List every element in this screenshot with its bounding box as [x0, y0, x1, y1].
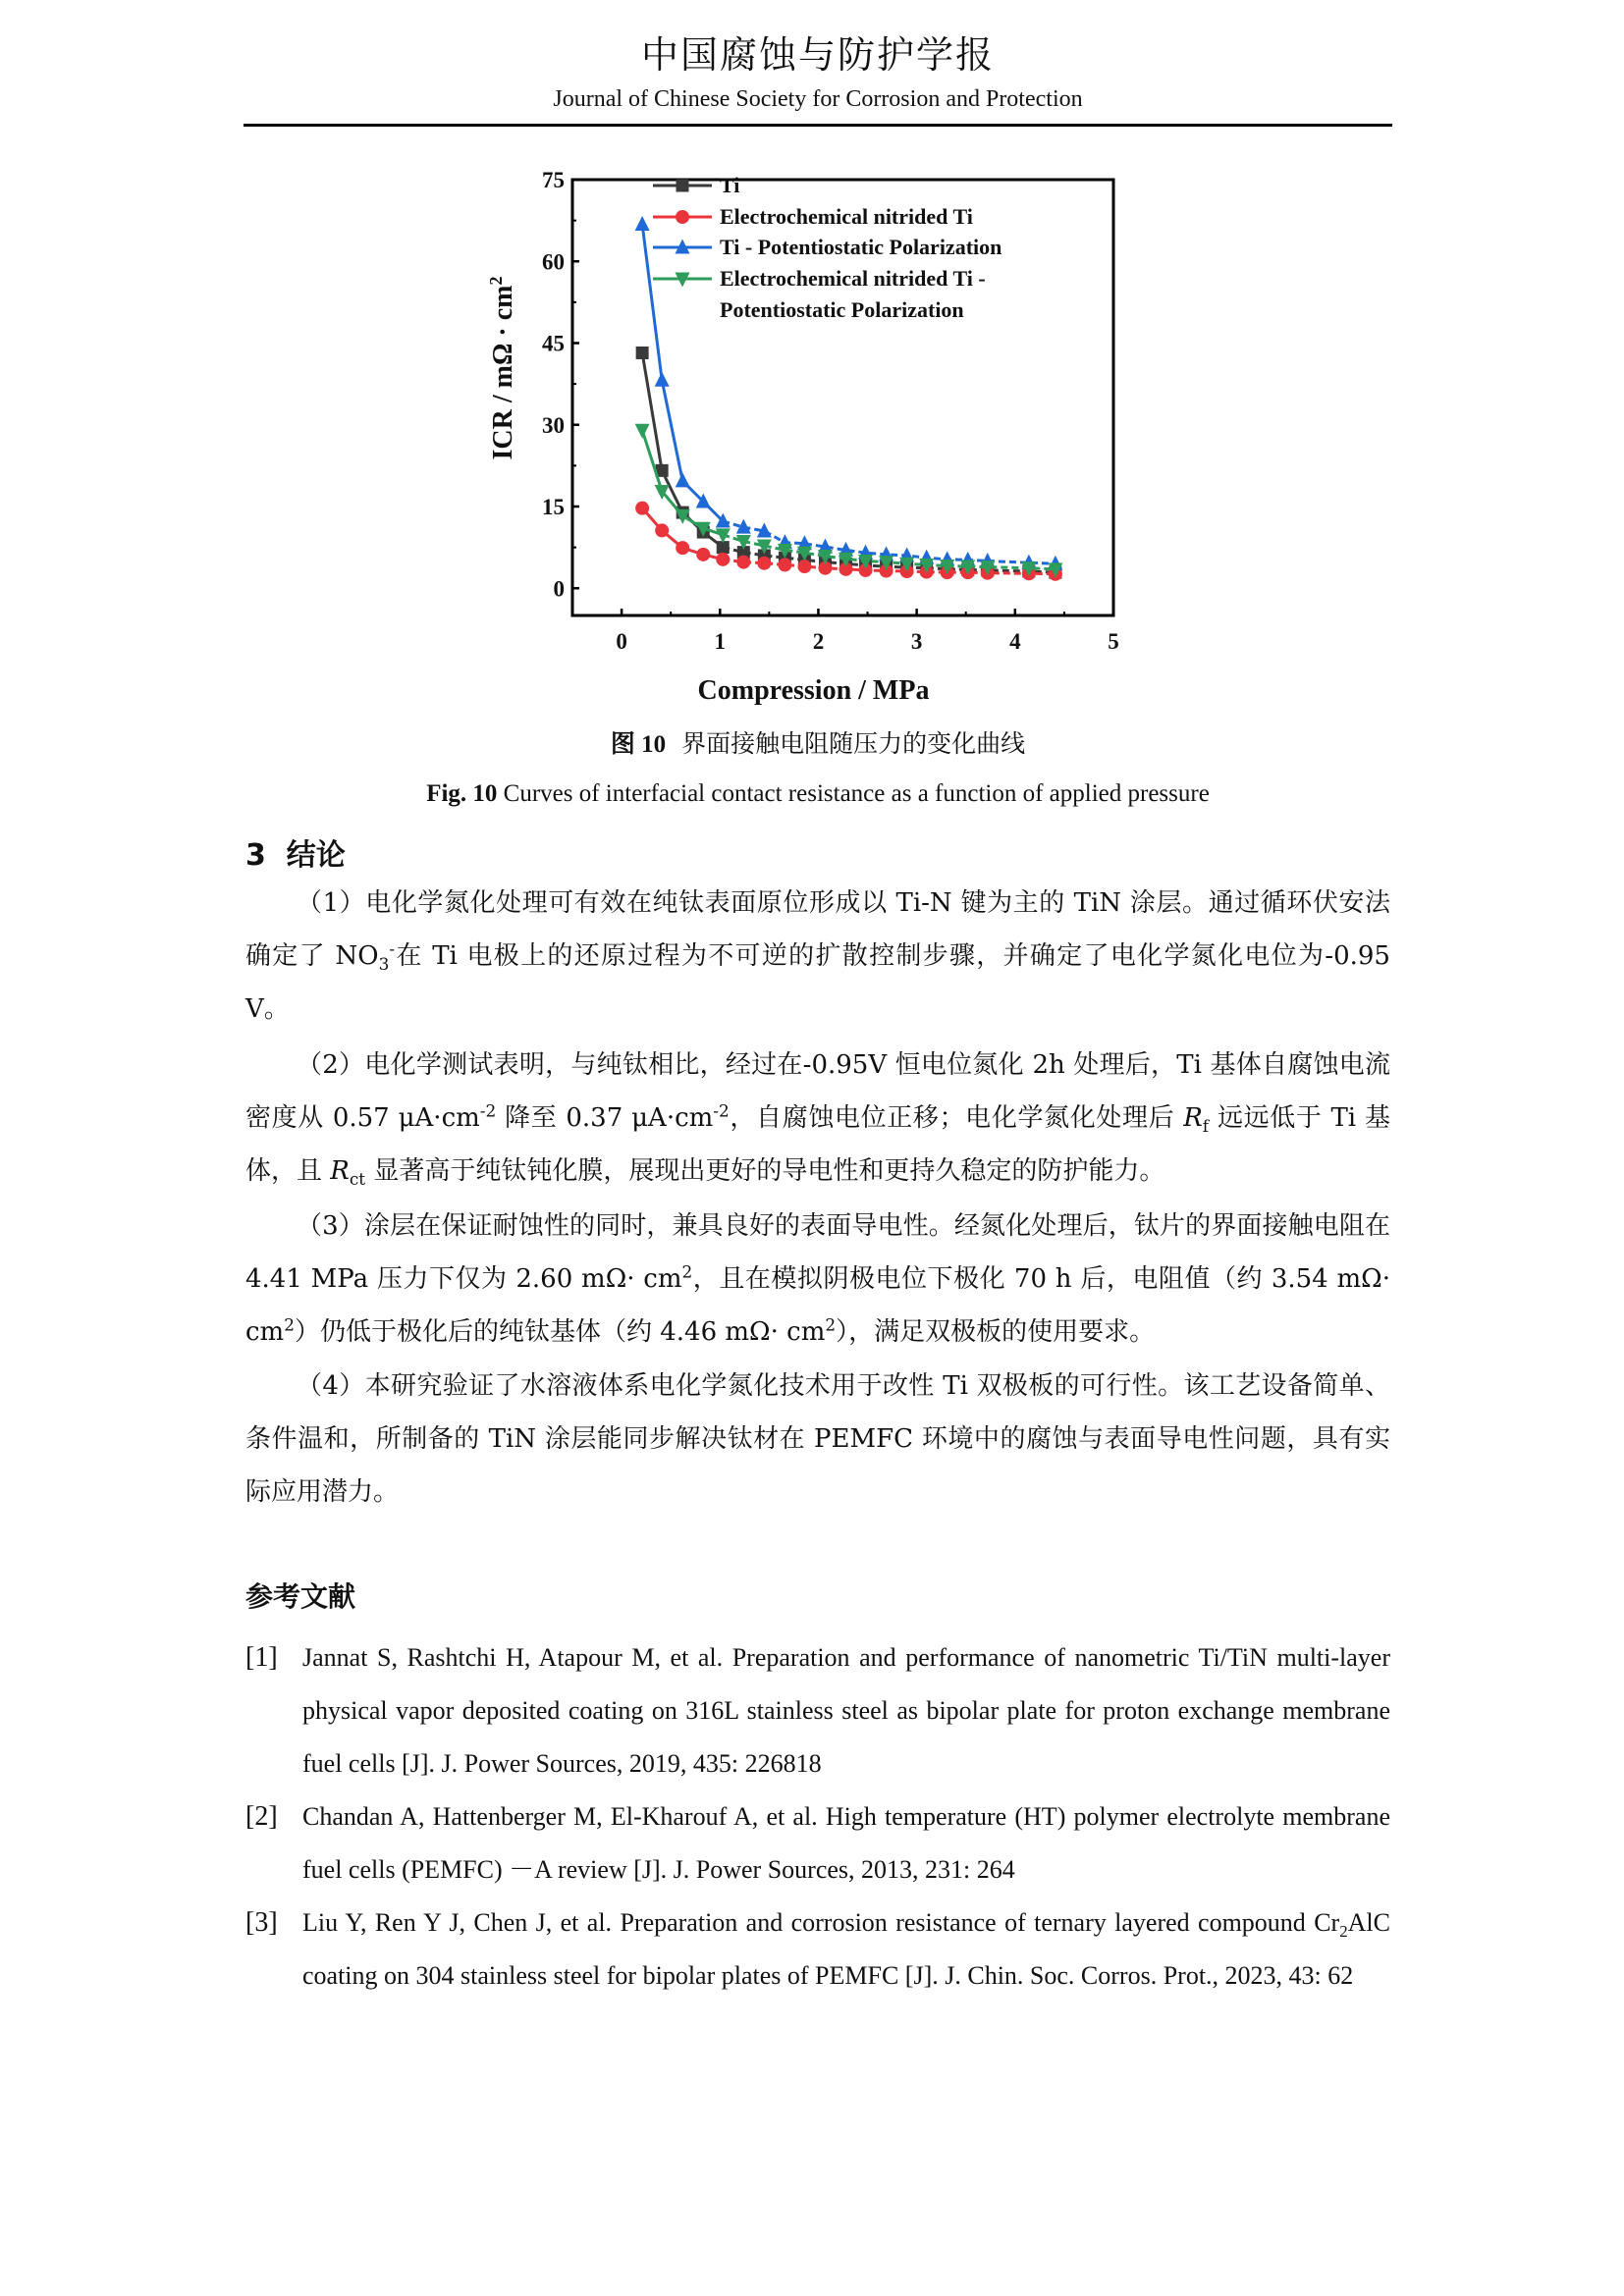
x-tick-label: 2 — [812, 629, 825, 654]
text: （3）涂层在保证耐蚀性的同时，兼具良好的表面导电性。经氮化处理后，钛片的界面接触电阻在 4.41 MPa 压力下仅为 2.60 mΩ· cm — [245, 1211, 1390, 1294]
data-point — [636, 347, 649, 359]
superscript: 2 — [284, 1314, 295, 1335]
text: ，自腐蚀电位正移；电化学氮化处理后 — [729, 1103, 1184, 1133]
reference-item — [245, 1896, 1390, 2002]
figure-caption-cn — [244, 724, 1392, 760]
x-tick-label: 1 — [714, 629, 727, 654]
caption-cn-text: 界面接触电阻随压力的变化曲线 — [681, 729, 1026, 758]
y-axis-label: ICR / $m\Omega \cdot cm^2$ — [486, 276, 518, 460]
y-tick-label: 30 — [542, 412, 565, 438]
reference-item — [245, 1790, 1390, 1896]
journal-title-cn: 中国腐蚀与防护学报 — [640, 33, 995, 77]
reference-text — [302, 1896, 1390, 2002]
superscript: -2 — [479, 1100, 497, 1121]
text: （2）电化学测试表明，与纯钛相比，经过在-0.95V 恒电位氮化 2h 处理后，Ti 基体自腐蚀电流密度从 0.57 μA·cm — [245, 1050, 1390, 1133]
legend-marker — [676, 210, 689, 224]
reference-number: [1] — [245, 1642, 278, 1673]
x-tick-label: 3 — [910, 629, 923, 654]
data-point — [696, 548, 710, 561]
reference-text: Chandan A, Hattenberger M, El-Kharouf A, et al. High temperature (HT) polymer electrolyte membrane fuel cells (PEMFC) －A review [J]. J. Power Sources, 2013, 231: 264 — [302, 1802, 1390, 1884]
reference-text: Jannat S, Rashtchi H, Atapour M, et al. Preparation and performance of nanometric Ti/TiN multi-layer physical vapor deposited coating on 316L stainless steel as bipolar plate for proton exchange membrane fuel cells [J]. J. Power Sources, 2019, 435: 226818 — [302, 1643, 1390, 1778]
text: （4）本研究验证了水溶液体系电化学氮化技术用于改性 Ti 双极板的可行性。该工艺设备简单、条件温和，所制备的 TiN 涂层能同步解决钛材在 PEMFC 环境中的腐蚀与表面导电性问题，具有实际应用潜力。 — [245, 1371, 1390, 1507]
text: 降至 0.37 μA·cm — [496, 1103, 714, 1133]
symbol-r: R — [1183, 1103, 1203, 1133]
symbol-r: R — [330, 1156, 350, 1186]
data-point — [778, 558, 791, 571]
subscript: ct — [349, 1169, 366, 1190]
data-point — [635, 216, 650, 231]
references-title: 参考文献 — [245, 1580, 356, 1613]
reference-number: [3] — [245, 1907, 278, 1938]
legend-label: Ti - Potentiostatic Polarization — [720, 235, 1002, 259]
conclusion-paragraph-2 — [245, 1039, 1390, 1198]
caption-en-text: Curves of interfacial contact resistance as a function of applied pressure — [503, 780, 1210, 807]
text: （1）电化学氮化处理可有效在纯钛表面原位形成以 Ti-N 键为主的 TiN 涂层。通过循环伏安法确定了 NO — [245, 888, 1390, 971]
section-number: 3 — [245, 838, 266, 873]
subscript: 3 — [378, 954, 390, 975]
legend-label: Electrochemical nitrided Ti — [720, 204, 973, 229]
superscript: 2 — [825, 1314, 837, 1335]
y-tick-label: 45 — [542, 331, 565, 356]
superscript: 2 — [681, 1261, 693, 1282]
text: 在 Ti 电极上的还原过程为不可逆的扩散控制步骤，并确定了电化学氮化电位为-0.95 V。 — [245, 941, 1390, 1024]
data-point — [757, 557, 771, 570]
journal-title-en: Journal of Chinese Society for Corrosion and Protection — [553, 85, 1083, 112]
conclusion-paragraph-3 — [245, 1200, 1390, 1359]
text: ，且在模拟阴极电位下极化 70 h 后，电阻值（约 3.54 mΩ· cm — [245, 1264, 1390, 1347]
figure-caption-en — [244, 780, 1392, 808]
icr-chart — [481, 165, 1168, 715]
data-point — [736, 556, 750, 569]
text: Liu Y, Ren Y J, Chen J, et al. Preparation and corrosion resistance of ternary layered compound Cr — [302, 1908, 1340, 1937]
header-rule — [244, 124, 1392, 127]
caption-cn-label: 图 10 — [610, 731, 667, 758]
section-heading — [245, 830, 346, 874]
y-tick-label: 60 — [542, 249, 565, 275]
y-tick-label: 75 — [542, 168, 565, 192]
data-point — [655, 523, 669, 537]
x-tick-label: 0 — [616, 629, 627, 654]
x-axis-label: Compression / MPa — [697, 675, 930, 706]
caption-en-label: Fig. 10 — [426, 780, 498, 807]
x-tick-label: 5 — [1108, 629, 1119, 654]
data-point — [676, 541, 689, 555]
text: 远远低于 Ti 基体，且 — [245, 1103, 1391, 1186]
chart-svg — [481, 165, 1168, 715]
data-point — [655, 372, 670, 387]
superscript: - — [389, 938, 396, 959]
reference-item — [245, 1631, 1390, 1790]
text: 显著高于纯钛钝化膜，展现出更好的导电性和更持久稳定的防护能力。 — [365, 1156, 1165, 1186]
page-header — [244, 35, 1392, 113]
legend-marker — [677, 180, 689, 192]
y-tick-label: 0 — [553, 576, 565, 602]
y-tick-label: 15 — [542, 495, 565, 519]
conclusion-paragraph-4 — [245, 1360, 1390, 1519]
section-title: 结论 — [286, 838, 346, 873]
reference-list — [245, 1631, 1390, 2002]
x-tick-label: 4 — [1009, 629, 1021, 654]
data-point — [676, 472, 690, 487]
subscript: f — [1202, 1116, 1210, 1137]
superscript: -2 — [713, 1100, 730, 1121]
data-point — [716, 553, 730, 566]
legend-label: Electrochemical nitrided Ti - — [720, 266, 986, 291]
legend-label: Potentiostatic Polarization — [720, 297, 964, 322]
text: ），满足双极板的使用要求。 — [836, 1317, 1156, 1347]
conclusion-paragraph-1 — [245, 877, 1390, 1036]
legend-label: Ti — [720, 173, 740, 197]
data-point — [635, 424, 650, 439]
data-point — [635, 502, 649, 515]
text: ）仍低于极化后的纯钛基体（约 4.46 mΩ· cm — [294, 1317, 826, 1347]
subscript: 2 — [1339, 1922, 1348, 1942]
text: AlC coating on 304 stainless steel for bipolar plates of PEMFC [J]. J. Chin. Soc. Corros. Prot., 2023, 43: 62 — [302, 1908, 1390, 1990]
reference-number: [2] — [245, 1801, 278, 1832]
data-point — [797, 560, 811, 573]
